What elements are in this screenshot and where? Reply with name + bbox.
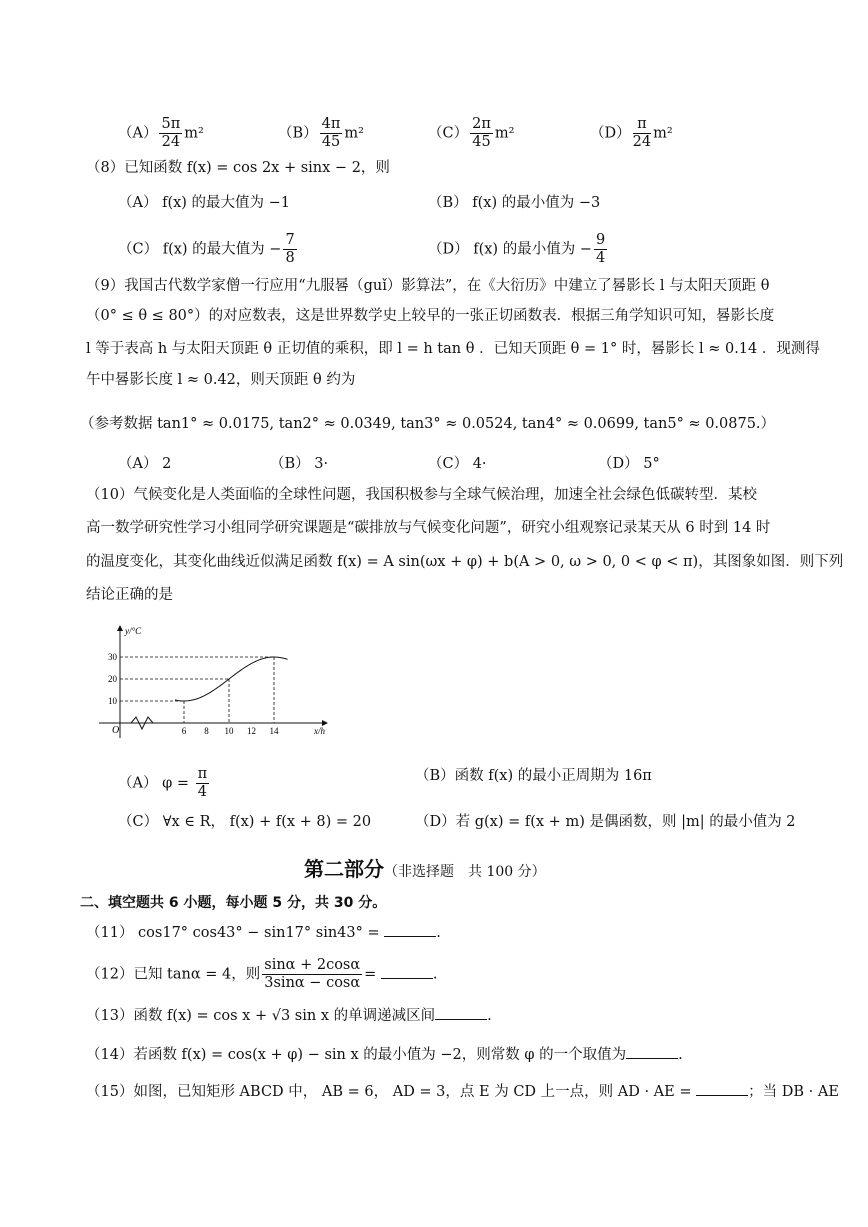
x-tick-label: 10	[224, 726, 234, 736]
q9-option-d: （D） 5°	[598, 456, 660, 472]
q7-option-d: （D） $\frac{\pi}{24}$ m²	[590, 116, 673, 150]
q10-option-b: （B）函数 f(x) 的最小正周期为 16π	[415, 768, 652, 784]
y-tick-label: 10	[108, 696, 117, 706]
q8-option-a: （A） f(x) 的最大值为 −1	[118, 195, 291, 211]
x-tick-label: 6	[181, 726, 187, 736]
x-axis-label: x/h	[314, 726, 325, 736]
q9-option-c: （C） 4·	[428, 456, 487, 472]
temperature-curve-chart	[95, 622, 335, 742]
part-two-heading: 第二部分（非选择题 共 100 分）	[304, 857, 546, 881]
x-tick-label: 8	[204, 726, 209, 736]
y-axis-label: y/°C	[125, 626, 142, 636]
q9-line-1: （9）我国古代数学家僧一行应用“九服晷（guǐ）影算法”，在《大衍历》中建立了晷影长 l 与太阳天顶距 θ	[86, 278, 770, 294]
q14: （14）若函数 f(x) = cos(x + φ) − sin x 的最小值为 −2，则常数 φ 的一个取值为 .	[86, 1047, 683, 1063]
q10-line-4: 结论正确的是	[86, 587, 173, 603]
q10-line-3: 的温度变化，其变化曲线近似满足函数 f(x) = A sin(ωx + φ) + b(A > 0, ω > 0, 0 < φ < π)，其图象如图．则下列	[86, 554, 844, 570]
origin-label: O	[112, 725, 120, 736]
q9-line-3: l 等于表高 h 与太阳天顶距 θ 正切值的乘积，即 l = h tan θ ．已知天顶距 θ = 1° 时，晷影长 l ≈ 0.14 ．现测得	[86, 341, 820, 357]
answer-blank	[381, 966, 433, 979]
q10-option-c: （C） ∀x ∈ R， f(x) + f(x + 8) = 20	[118, 814, 372, 830]
y-tick-label: 30	[108, 652, 117, 662]
q13: （13）函数 f(x) = cos x + √3 sin x 的单调递减区间 .	[86, 1008, 492, 1024]
q15: （15）如图，已知矩形 ABCD 中， AB = 6， AD = 3，点 E 为 CD 上一点，则 AD · AE = ；当 DB · AE	[86, 1084, 839, 1100]
q10-option-d: （D）若 g(x) = f(x + m) 是偶函数，则 |m| 的最小值为 2	[415, 814, 796, 830]
q8-option-c: （C） f(x) 的最大值为 − $\frac{7}{8}$	[118, 232, 295, 266]
q9-option-a: （A） 2	[118, 456, 172, 472]
x-tick-label: 12	[247, 726, 256, 736]
y-tick-label: 20	[108, 674, 117, 684]
q9-reference-data: （参考数据 tan1° ≈ 0.0175, tan2° ≈ 0.0349, tan3° ≈ 0.0524, tan4° ≈ 0.0699, tan5° ≈ 0.0875.）	[80, 416, 776, 432]
q9-line-2: （0° ≤ θ ≤ 80°）的对应数表，这是世界数学史上较早的一张正切函数表．根据三角学知识可知，晷影长度	[86, 308, 775, 324]
q9-line-4: 午中晷影长度 l ≈ 0.42，则天顶距 θ 约为	[86, 372, 356, 388]
q11: （11） cos17° cos43° − sin17° sin43° = .	[86, 925, 441, 941]
q9-option-b: （B） 3·	[270, 456, 329, 472]
q7-option-c: （C） $\frac{2\pi}{45}$ m²	[428, 116, 515, 150]
q8-stem: （8）已知函数 f(x) = cos 2x + sinx − 2，则	[86, 160, 390, 176]
q12: （12）已知 tanα = 4，则 $\frac{\sin\alpha + 2\cos\alpha}{3\sin\alpha - \cos\alpha}$ = .	[86, 957, 438, 991]
q10-line-2: 高一数学研究性学习小组同学研究课题是“碳排放与气候变化问题”，研究小组观察记录某天从 6 时到 14 时	[86, 520, 771, 536]
q10-option-a: （A） φ = $\frac{\pi}{4}$	[118, 766, 208, 800]
x-tick-label: 14	[269, 726, 279, 736]
q8-option-b: （B） f(x) 的最小值为 −3	[428, 195, 601, 211]
q7-option-b: （B） $\frac{4\pi}{45}$ m²	[278, 116, 364, 150]
q10-line-1: （10）气候变化是人类面临的全球性问题，我国积极参与全球气候治理，加速全社会绿色低碳转型．某校	[86, 487, 757, 503]
section-heading: 二、填空题共 6 小题，每小题 5 分，共 30 分。	[80, 895, 387, 911]
answer-blank	[384, 924, 436, 937]
answer-blank	[696, 1083, 748, 1096]
q7-option-a: （A） $\frac{5\pi}{24}$ m²	[118, 116, 204, 150]
answer-blank	[435, 1007, 487, 1020]
q8-option-d: （D） f(x) 的最小值为 − $\frac{9}{4}$	[428, 232, 606, 266]
answer-blank	[626, 1046, 678, 1059]
